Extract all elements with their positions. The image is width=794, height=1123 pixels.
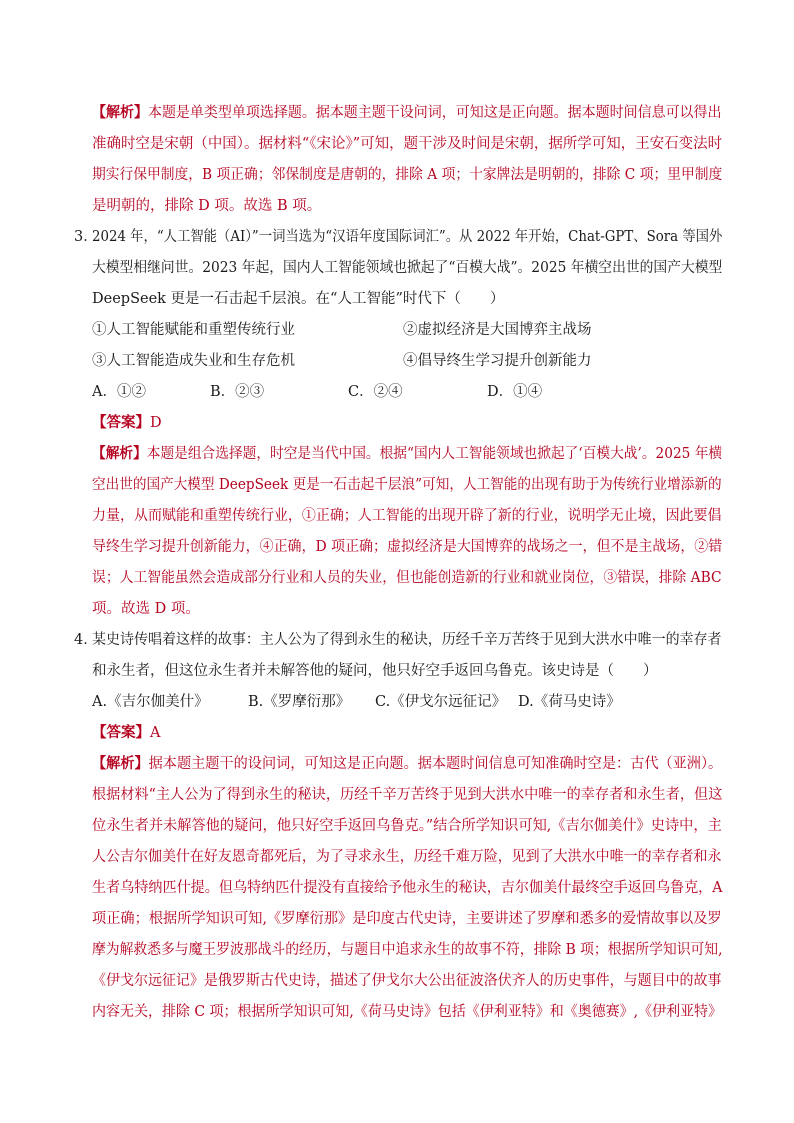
q3-analysis-line-5: 误；人工智能虽然会造成部分行业和人员的失业，但也能创造新的行业和就业岗位，③错误，排除 ABC xyxy=(92,570,722,586)
q3-option-d: D．①④ xyxy=(487,384,543,400)
q4-analysis-line-9: 内容无关，排除 C 项；根据所学知识可知,《荷马史诗》包括《伊利亚特》和《奥德赛》,《伊利亚特》 xyxy=(92,1004,723,1020)
q4-answer-tag: 【答案】 xyxy=(92,724,150,741)
q3-item-4: ④倡导终生学习提升创新能力 xyxy=(403,353,592,369)
q3-number: 3． xyxy=(74,229,98,245)
q3-option-c: C．②④ xyxy=(348,384,403,400)
q4-stem-line-2: 和永生者，但这位永生者并未解答他的疑问，他只好空手返回乌鲁克。该史诗是（ ） xyxy=(92,663,658,679)
q4-answer-value: A xyxy=(150,725,161,741)
q4-analysis-line-1: 【解析】据本题主题干的设问词，可知这是正向题。据本题时间信息可知准确时空是：古代（亚洲）。 xyxy=(92,755,723,772)
q4-stem-line-1: 某史诗传唱着这样的故事：主人公为了得到永生的秘诀，历经千辛万苦终于见到大洪水中唯一的幸存者 xyxy=(92,632,722,648)
q4-number: 4． xyxy=(74,632,98,648)
q3-answer-value: D xyxy=(150,415,162,431)
q3-analysis-line-4: 导终生学习提升创新能力，④正确，D 项正确；虚拟经济是大国博弈的战场之一，但不是主战场，②错 xyxy=(92,539,723,555)
q3-item-2: ②虚拟经济是大国博弈主战场 xyxy=(403,322,592,338)
q4-analysis-tag: 【解析】 xyxy=(92,755,149,772)
q4-analysis-line-6: 项正确；根据所学知识可知,《罗摩衍那》是印度古代史诗，主要讲述了罗摩和悉多的爱情故事以及罗 xyxy=(92,911,722,927)
q4-analysis-line-3: 位永生者并未解答他的疑问，他只好空手返回乌鲁克。”结合所学知识可知,《吉尔伽美什》史诗中，主 xyxy=(92,818,722,834)
q4-option-b: B.《罗摩衍那》 xyxy=(248,694,351,710)
q2-analysis-line-1: 【解析】本题是单类型单项选择题。据本题主题干设问词，可知这是正向题。据本题时间信息可以得出 xyxy=(92,104,722,121)
q3-stem-line-3: DeepSeek 更是一石击起千层浪。在“人工智能”时代下（ ） xyxy=(92,291,505,307)
q3-item-3: ③人工智能造成失业和生存危机 xyxy=(92,353,295,369)
q3-option-b: B．②③ xyxy=(210,384,265,400)
q4-analysis-line-4: 人公吉尔伽美什在好友恩奇都死后，为了寻求永生，历经千难万险，见到了大洪水中唯一的幸存者和永 xyxy=(92,849,722,865)
q3-stem-line-2: 大模型相继问世。2023 年起，国内人工智能领域也掀起了“百模大战”。2025 年横空出世的国产大模型 xyxy=(92,260,723,276)
q3-analysis-line-2: 空出世的国产大模型 DeepSeek 更是一石击起千层浪”可知，人工智能的出现有助于为传统行业增添新的 xyxy=(92,477,722,493)
q3-stem-line-1: 2024 年，“人工智能（AI）”一词当选为“汉语年度国际词汇”。从 2022 年开始，Chat-GPT、Sora 等国外 xyxy=(92,229,723,245)
q4-option-c: C.《伊戈尔远征记》 xyxy=(375,694,507,710)
q2-analysis-line-2: 准确时空是宋朝（中国）。据材料“《宋论》”可知，题干涉及时间是宋朝，据所学可知，王安石变法时 xyxy=(92,136,723,152)
q3-answer xyxy=(92,413,162,433)
q4-analysis-line-7: 摩为解救悉多与魔王罗波那战斗的经历，与题目中追求永生的故事不符，排除 B 项；根据所学知识可知, xyxy=(92,942,723,958)
q3-option-a: A．①② xyxy=(92,384,146,400)
q3-analysis-line-6: 项。故选 D 项。 xyxy=(92,601,200,617)
q3-analysis-tag: 【解析】 xyxy=(92,445,147,462)
q2-analysis-line-3: 期实行保甲制度，B 项正确；邻保制度是唐朝的，排除 A 项；十家牌法是明朝的，排除 C 项；里甲制度 xyxy=(92,167,723,183)
q3-item-1: ①人工智能赋能和重塑传统行业 xyxy=(92,322,295,338)
q4-answer xyxy=(92,723,160,743)
q3-analysis-line-3: 力量，从而赋能和重塑传统行业，①正确；人工智能的出现开辟了新的行业，说明学无止境，因此要倡 xyxy=(92,508,722,524)
q3-analysis-line-1: 【解析】本题是组合选择题，时空是当代中国。根据“国内人工智能领域也掀起了‘百模大战’。2025 年横 xyxy=(92,445,723,462)
q2-analysis-line-4: 是明朝的，排除 D 项。故选 B 项。 xyxy=(92,198,322,214)
q3-answer-tag: 【答案】 xyxy=(92,414,150,431)
q4-analysis-line-2: 根据材料“主人公为了得到永生的秘诀，历经千辛万苦终于见到大洪水中唯一的幸存者和永生者，但这 xyxy=(92,787,723,803)
q4-analysis-line-8: 《伊戈尔远征记》是俄罗斯古代史诗，描述了伊戈尔大公出征波洛伏齐人的历史事件，与题目中的故事 xyxy=(92,973,722,989)
q2-analysis-tag: 【解析】 xyxy=(92,104,148,121)
q4-option-a: A.《吉尔伽美什》 xyxy=(92,694,209,710)
q4-option-d: D.《荷马史诗》 xyxy=(518,694,621,710)
q4-analysis-line-5: 生者乌特纳匹什提。但乌特纳匹什提没有直接给予他永生的秘诀，吉尔伽美什最终空手返回乌鲁克，A xyxy=(92,880,723,896)
